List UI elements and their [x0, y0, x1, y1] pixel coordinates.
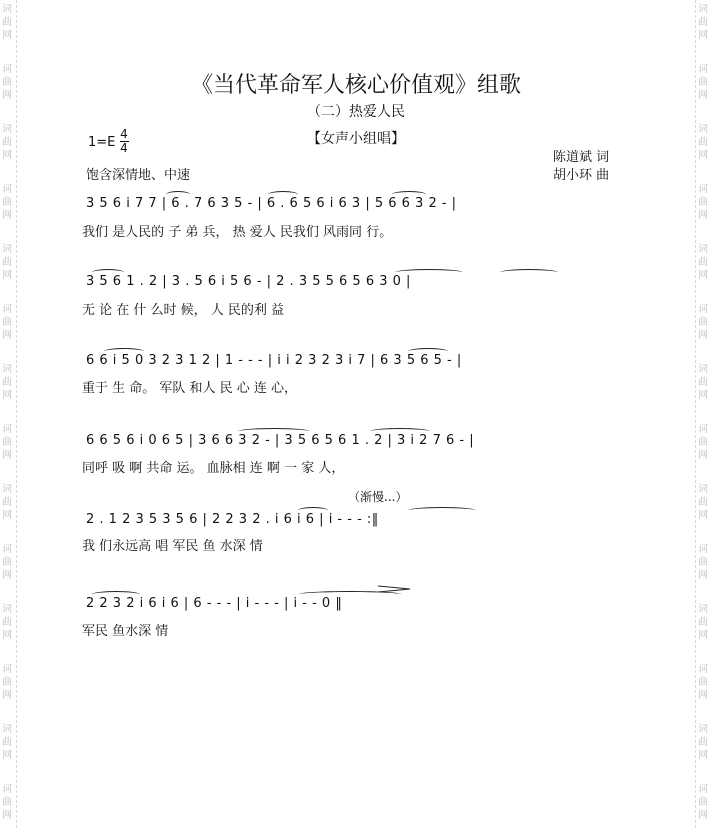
lyric-line-1: 我们 是人民的 子 弟 兵， 热 爱人 民我们 风雨同 行。: [82, 225, 393, 240]
watermark-char: 曲: [2, 257, 12, 268]
watermark-char: 网: [2, 150, 12, 161]
lyric-line-2: 无 论 在 什 么时 候， 人 民的利 益: [82, 303, 285, 318]
slur-mark: [408, 348, 448, 355]
slur-mark: [500, 269, 558, 276]
watermark-char: 曲: [698, 437, 708, 448]
slur-mark: [92, 269, 124, 276]
watermark-char: 网: [698, 30, 708, 41]
watermark-char: 词: [2, 724, 12, 735]
watermark-char: 曲: [2, 677, 12, 688]
time-signature-bottom: 4: [120, 141, 128, 155]
watermark-char: 网: [2, 630, 12, 641]
watermark-char: 网: [698, 210, 708, 221]
notation-line-1: 3 5 6 i 7 7 | 6 . 7 6 3 5 - | 6 . 6 5 6 i 6 3 | 5 6 6 3 2 - |: [86, 196, 457, 211]
watermark-char: 词: [698, 304, 708, 315]
watermark-char: 曲: [698, 77, 708, 88]
watermark-char: 网: [2, 810, 12, 821]
watermark-char: 词: [698, 484, 708, 495]
watermark-column-right: [695, 0, 712, 828]
watermark-char: 曲: [698, 497, 708, 508]
watermark-char: 曲: [698, 737, 708, 748]
watermark-char: 曲: [2, 17, 12, 28]
watermark-char: 曲: [2, 137, 12, 148]
lyric-line-3: 重于 生 命。 军队 和人 民 心 连 心，: [82, 381, 298, 396]
watermark-char: 网: [2, 90, 12, 101]
watermark-char: 曲: [698, 257, 708, 268]
watermark-char: 词: [2, 604, 12, 615]
notation-line-6: 2 2 3 2 i 6 i 6 | 6 - - - | i - - - | i - - 0 ‖: [86, 596, 343, 611]
watermark-char: 曲: [2, 437, 12, 448]
watermark-char: 网: [2, 690, 12, 701]
watermark-char: 词: [698, 184, 708, 195]
watermark-char: 曲: [698, 197, 708, 208]
slur-mark: [238, 428, 310, 435]
watermark-char: 网: [698, 510, 708, 521]
watermark-char: 网: [2, 270, 12, 281]
slur-mark: [92, 591, 140, 598]
time-signature-top: 4: [120, 127, 128, 141]
watermark-char: 曲: [2, 317, 12, 328]
watermark-char: 曲: [2, 617, 12, 628]
notation-line-5: 2 . 1 2 3 5 3 5 6 | 2 2 3 2 . i 6 i 6 | i - - - :‖: [86, 512, 379, 527]
slur-mark: [268, 191, 298, 198]
watermark-char: 网: [698, 390, 708, 401]
watermark-char: 网: [2, 30, 12, 41]
lyric-line-5: 我 们永远高 唱 军民 鱼 水深 情: [82, 539, 263, 554]
watermark-char: 网: [698, 750, 708, 761]
watermark-char: 词: [2, 664, 12, 675]
watermark-char: 网: [2, 750, 12, 761]
slur-mark: [370, 428, 430, 435]
notation-line-2: 3 5 6 1 . 2 | 3 . 5 6 i 5 6 - | 2 . 3 5 5 6 5 6 3 0 |: [86, 274, 411, 289]
lyric-line-6: 军民 鱼水深 情: [82, 624, 169, 639]
watermark-char: 词: [2, 784, 12, 795]
watermark-char: 曲: [698, 557, 708, 568]
watermark-char: 网: [2, 210, 12, 221]
time-signature: [118, 128, 130, 155]
slur-mark: [298, 507, 328, 514]
watermark-char: 网: [2, 330, 12, 341]
watermark-char: 网: [698, 630, 708, 641]
watermark-char: 词: [2, 544, 12, 555]
watermark-char: 词: [2, 124, 12, 135]
watermark-char: 曲: [698, 317, 708, 328]
key-signature: 1=E: [88, 135, 116, 150]
watermark-char: 词: [698, 4, 708, 15]
watermark-char: 曲: [2, 197, 12, 208]
lyric-line-4: 同呼 吸 啊 共命 运。 血脉相 连 啊 一 家 人，: [82, 461, 345, 476]
slur-mark: [395, 269, 463, 276]
watermark-char: 网: [2, 510, 12, 521]
watermark-char: 网: [698, 690, 708, 701]
watermark-char: 曲: [698, 677, 708, 688]
watermark-char: 词: [2, 64, 12, 75]
watermark-char: 网: [698, 90, 708, 101]
watermark-char: 词: [698, 244, 708, 255]
slur-mark: [408, 507, 476, 514]
watermark-char: 网: [698, 810, 708, 821]
watermark-char: 曲: [2, 797, 12, 808]
tempo-marking: 饱含深情地、中速: [86, 168, 191, 183]
watermark-char: 网: [698, 570, 708, 581]
watermark-char: 词: [698, 544, 708, 555]
lyricist-credit: 陈道斌 词: [553, 150, 610, 165]
watermark-char: 曲: [698, 377, 708, 388]
accent-hairpin-icon: [378, 584, 412, 594]
tempo-change-annotation: （渐慢...）: [348, 490, 408, 504]
watermark-char: 词: [698, 664, 708, 675]
watermark-char: 网: [698, 270, 708, 281]
watermark-char: 网: [2, 450, 12, 461]
watermark-char: 词: [2, 364, 12, 375]
watermark-char: 曲: [2, 497, 12, 508]
watermark-char: 词: [698, 724, 708, 735]
watermark-column-left: [0, 0, 17, 828]
ensemble-label: 【女声小组唱】: [307, 131, 405, 147]
watermark-char: 曲: [698, 617, 708, 628]
watermark-char: 曲: [2, 557, 12, 568]
watermark-char: 词: [2, 484, 12, 495]
watermark-char: 词: [698, 124, 708, 135]
watermark-char: 词: [698, 64, 708, 75]
song-subtitle: （二）热爱人民: [307, 104, 405, 120]
watermark-char: 词: [698, 604, 708, 615]
watermark-char: 网: [698, 450, 708, 461]
notation-line-3: 6 6 i 5 0 3 2 3 1 2 | 1 - - - | i i 2 3 2 3 i 7 | 6 3 5 6 5 - |: [86, 353, 462, 368]
watermark-char: 网: [698, 330, 708, 341]
watermark-char: 曲: [698, 797, 708, 808]
watermark-char: 网: [2, 390, 12, 401]
watermark-char: 词: [2, 4, 12, 15]
watermark-char: 曲: [698, 137, 708, 148]
watermark-char: 曲: [2, 377, 12, 388]
slur-mark: [104, 348, 144, 355]
watermark-char: 词: [2, 244, 12, 255]
watermark-char: 网: [2, 570, 12, 581]
watermark-char: 词: [2, 304, 12, 315]
composer-credit: 胡小环 曲: [553, 168, 610, 183]
slur-mark: [392, 191, 426, 198]
watermark-char: 曲: [2, 77, 12, 88]
watermark-char: 曲: [2, 737, 12, 748]
song-title: 《当代革命军人核心价值观》组歌: [190, 73, 521, 98]
slur-mark: [166, 191, 190, 198]
watermark-char: 网: [698, 150, 708, 161]
watermark-char: 词: [2, 184, 12, 195]
watermark-char: 词: [698, 364, 708, 375]
watermark-char: 词: [698, 424, 708, 435]
watermark-char: 词: [2, 424, 12, 435]
watermark-char: 曲: [698, 17, 708, 28]
watermark-char: 词: [698, 784, 708, 795]
notation-line-4: 6 6 5 6 i 0 6 5 | 3 6 6 3 2 - | 3 5 6 5 6 1 . 2 | 3 i 2 7 6 - |: [86, 433, 475, 448]
